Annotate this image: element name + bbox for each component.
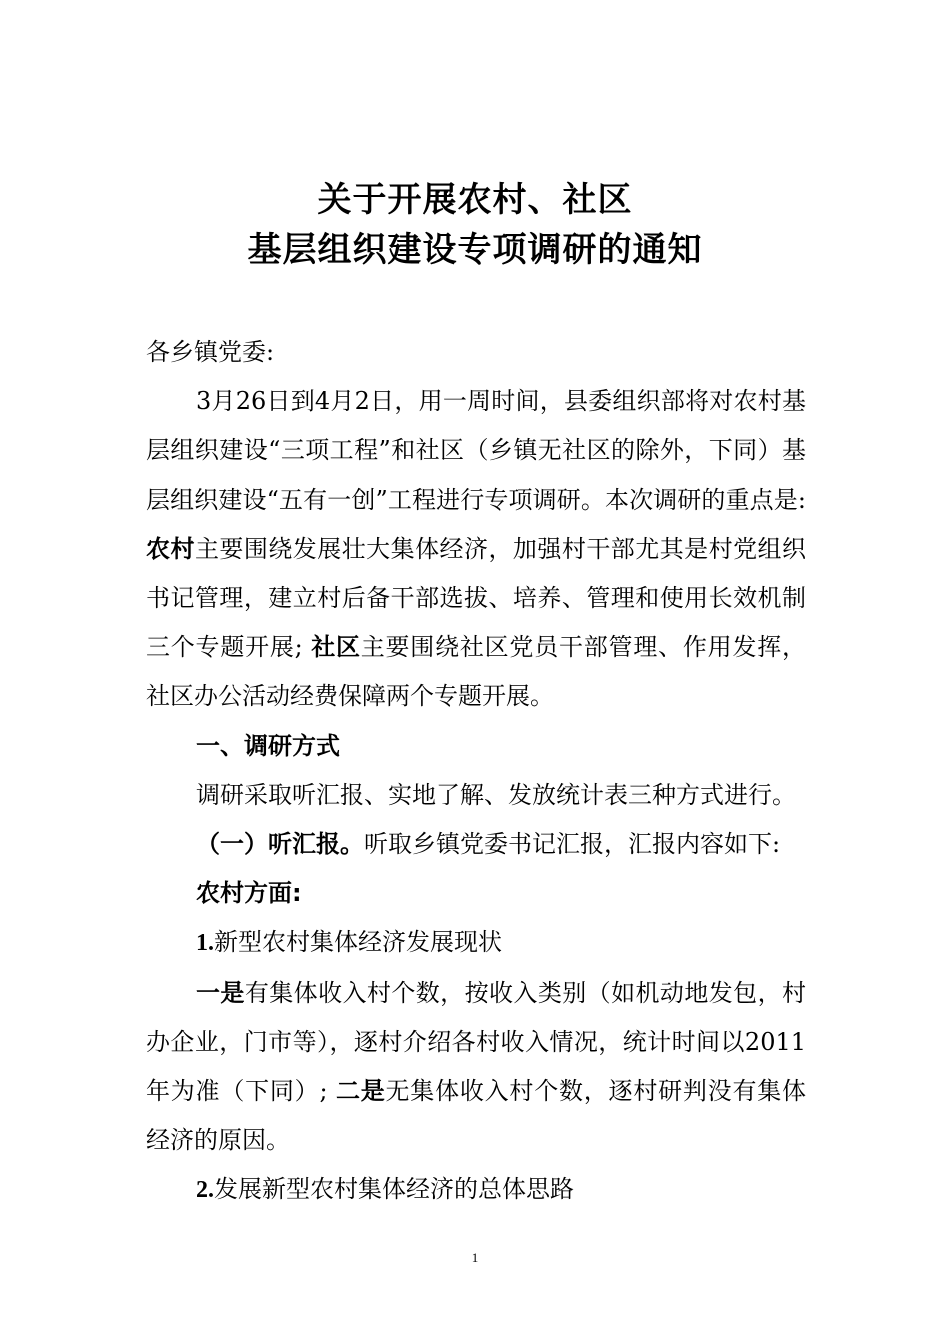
point-two-label: 二是	[335, 1077, 386, 1106]
item-1-number: 1.	[196, 930, 214, 957]
subsection-1-paragraph	[146, 820, 806, 869]
document-body	[146, 328, 806, 1216]
page-number: 1	[471, 1250, 479, 1265]
keyword-rural: 农村	[146, 534, 195, 563]
intro-text-1: 3月26日到4月2日，用一周时间，县委组织部将对农村基层组织建设“三项工程”和社区（乡镇无社区的除外，下同）基层组织建设“五有一创”工程进行专项调研。本次调研的重点是:	[146, 387, 806, 514]
item-2-heading	[146, 1165, 806, 1215]
section-1-description: 调研采取听汇报、实地了解、发放统计表三种方式进行。	[196, 780, 796, 809]
rural-aspect-heading: 农村方面:	[196, 879, 302, 908]
item-1-text: 新型农村集体经济发展现状	[214, 928, 502, 957]
keyword-community: 社区	[311, 633, 361, 662]
point-one-text: 有集体收入村个数，按收入类别（如机动地发包，村办企业，门市等），逐村介绍各村收入情况，统计时间以2011年为准（下同）;	[146, 978, 807, 1106]
subsection-1-text: 听取乡镇党委书记汇报，汇报内容如下:	[364, 830, 781, 859]
intro-paragraph	[146, 377, 806, 721]
point-one-label: 一是	[196, 978, 245, 1007]
subsection-1-label: （一）听汇报。	[196, 830, 364, 859]
item-2-text: 发展新型农村集体经济的总体思路	[214, 1175, 574, 1204]
item-1-paragraph	[146, 969, 806, 1166]
section-1-heading: 一、调研方式	[196, 731, 340, 760]
item-1-heading	[146, 918, 806, 968]
point-two-text: 无集体收入村个数，逐村研判没有集体经济的原因。	[146, 1077, 807, 1155]
item-2-number: 2.	[196, 1177, 214, 1204]
document-title-line-1: 关于开展农村、社区	[317, 180, 633, 220]
intro-text-2: 主要围绕发展壮大集体经济，加强村干部尤其是村党组织书记管理，建立村后备干部选拔、培养、管理和使用长效机制三个专题开展;	[146, 534, 807, 662]
document-title-line-2: 基层组织建设专项调研的通知	[247, 230, 703, 270]
intro-text-3: 主要围绕社区党员干部管理、作用发挥，社区办公活动经费保障两个专题开展。	[146, 633, 807, 711]
salutation: 各乡镇党委:	[146, 338, 275, 366]
